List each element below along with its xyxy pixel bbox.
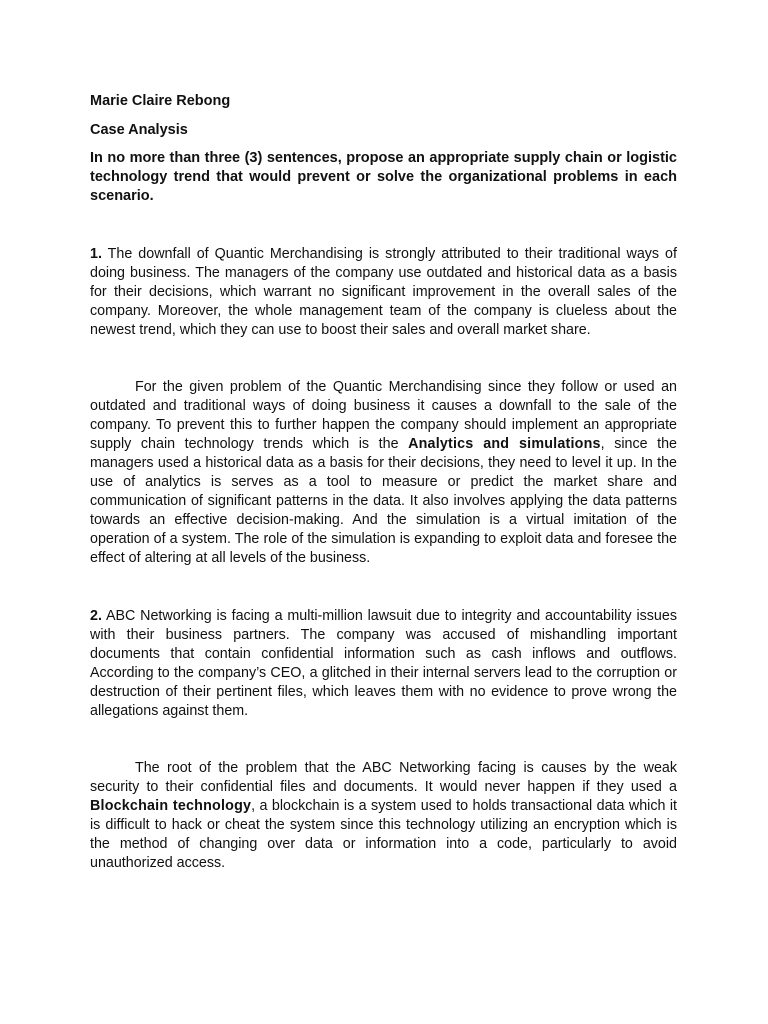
answer-2 [90,759,677,873]
answer-1-text-after: , since the managers used a historical data as a basis for their decisions, they need to level it up. In the use of analytics is serves as a tool to measure or predict the market share and communication of significant patterns in the data. It also involves applying the data patterns towards an effective decision-making. And the simulation is a virtual imitation of the operation of a system. The role of the simulation is expanding to exploit data and foresee the effect of altering at all levels of the business. [90,436,678,566]
scenario-2 [90,607,677,721]
answer-1-text-before: For the given problem of the Quantic Merchandising since they follow or used an outdated and traditional ways of doing business it causes a downfall to the sale of the company. To prevent this to further happen the company should implement an appropriate supply chain technology trends which is the [90,379,677,452]
answer-2-text-after: , a blockchain is a system used to holds transactional data which it is difficult to hack or cheat the system since this technology utilizing an encryption which is the method of changing over data or information into a code, particularly to avoid unauthorized access. [90,798,677,871]
answer-2-emphasis: Blockchain technology [90,798,252,814]
document-page [90,92,677,912]
answer-1 [90,378,677,568]
author-name: Marie Claire Rebong [90,93,231,109]
assignment-prompt: In no more than three (3) sentences, propose an appropriate supply chain or logistic technology trend that would prevent or solve the organizational problems in each scenario. [90,150,677,204]
scenario-1-number: 1. [90,246,102,262]
answer-1-emphasis: Analytics and simulations [408,436,601,452]
answer-2-text-before: The root of the problem that the ABC Networking facing is causes by the weak security to their confidential files and documents. It would never happen if they used a [90,760,677,795]
scenario-1 [90,245,677,340]
document-type: Case Analysis [90,122,188,138]
scenario-2-number: 2. [90,608,102,624]
scenario-2-text: ABC Networking is facing a multi-million lawsuit due to integrity and accountability issues with their business partners. The company was accused of mishandling important documents that contain confidential information such as cash inflows and outflows. According to the company’s CEO, a glitched in their internal servers lead to the corruption or destruction of their pertinent files, which leaves them with no evidence to prove wrong the allegations against them. [90,608,677,719]
scenario-1-text: The downfall of Quantic Merchandising is strongly attributed to their traditional ways of doing business. The managers of the company use outdated and historical data as a basis for their decisions, which warrant no significant improvement in the overall sales of the company. Moreover, the whole management team of the company is clueless about the newest trend, which they can use to boost their sales and overall market share. [90,246,677,338]
